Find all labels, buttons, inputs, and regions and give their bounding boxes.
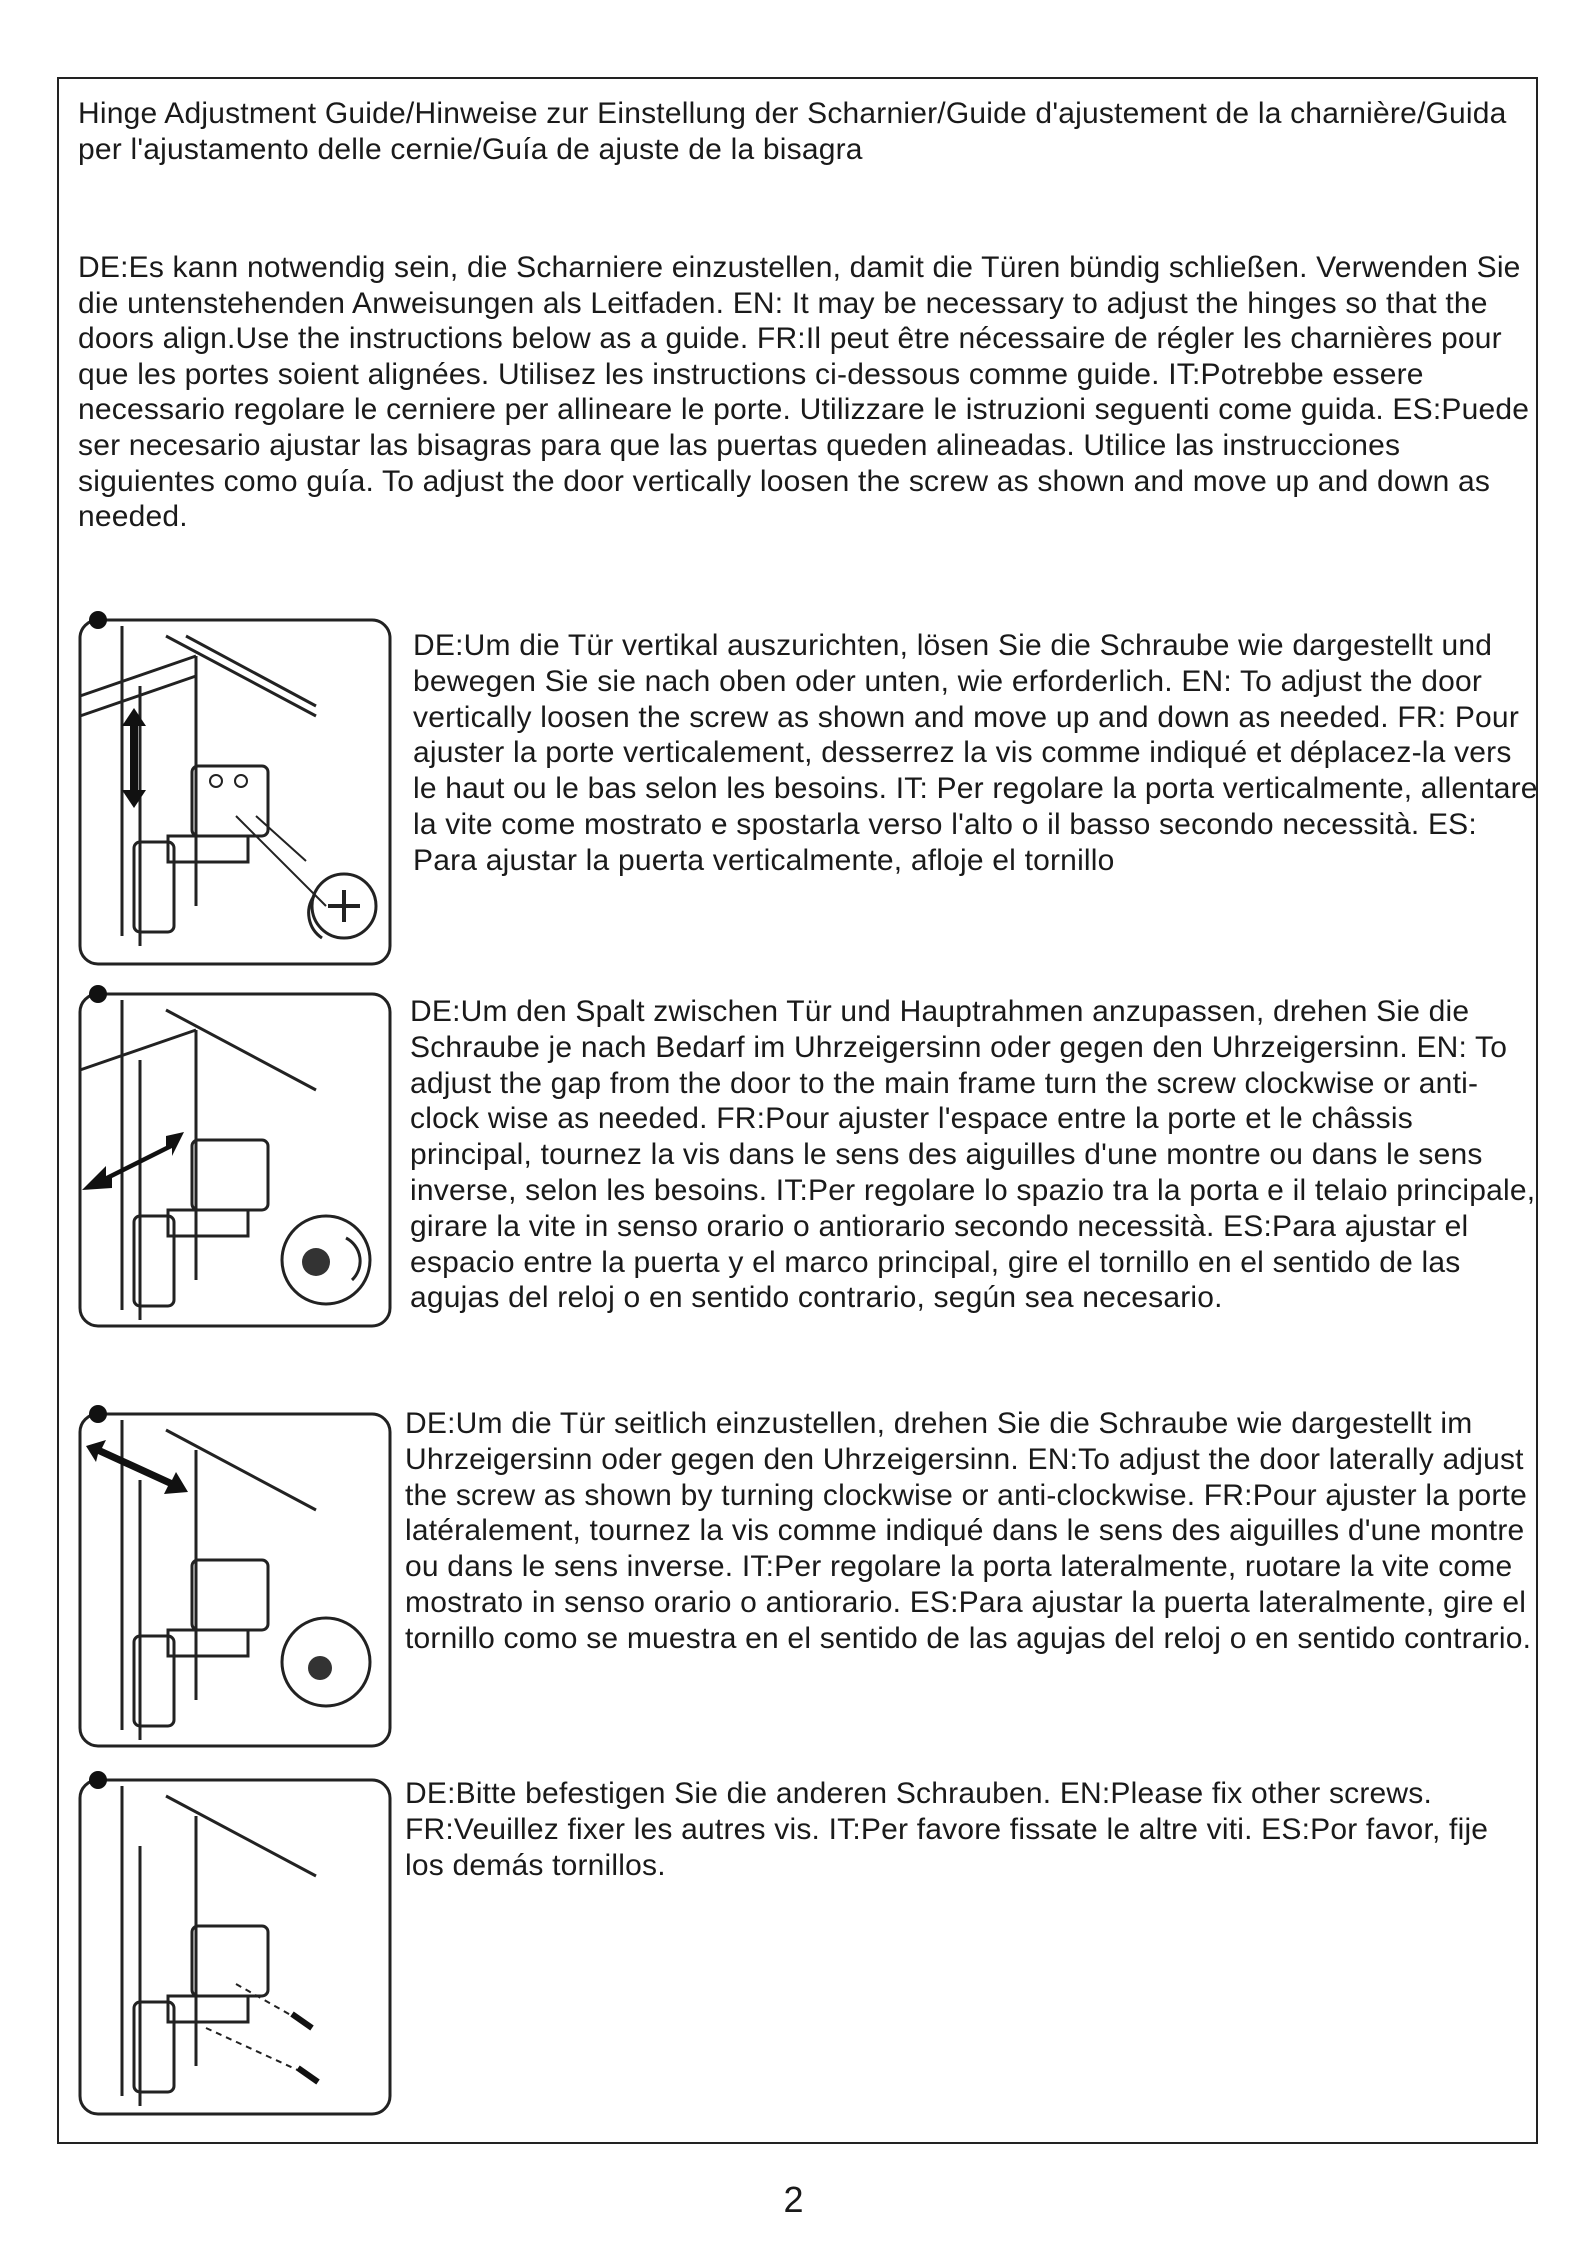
page-number: 2	[783, 2179, 804, 2220]
step-4-text: DE:Bitte befestigen Sie die anderen Schrauben. EN:Please fix other screws. FR:Veuillez fixer les autres vis. IT:Per favore fissate le altre viti. ES:Por favor, fije los demás tornillos.	[405, 1777, 1489, 1882]
step-2-text: DE:Um den Spalt zwischen Tür und Hauptrahmen anzupassen, drehen Sie die Schraube je nach Bedarf im Uhrzeigersinn oder gegen den Uhrzeigersinn. EN: To adjust the gap from the door to the main frame turn the screw clockwise or anti-clock wise as needed. FR:Pour ajuster l'espace entre la porte et le châssis principal, tournez la vis dans le sens des aiguilles d'une montre ou dans le sens inverse, selon les besoins. IT:Per regolare lo spazio tra la porta e il telaio principale, girare la vite in senso orario o antiorario secondo necessità. ES:Para ajustar el espacio entre la puerta y el marco principal, gire el tornillo en el sentido de las agujas del reloj o en sentido contrario, según sea necesario.	[410, 995, 1536, 1315]
step-3-text: DE:Um die Tür seitlich einzustellen, drehen Sie die Schraube wie dargestellt im Uhrzeigersinn oder gegen den Uhrzeigersinn. EN:To adjust the door laterally adjust the screw as shown by turning clockwise or anti-clockwise. FR:Pour ajuster la porte latéralement, tournez la vis comme indiqué dans le sens des aiguilles d'une montre ou dans le sens inverse. IT:Per regolare la porta lateralmente, ruotare la vite come mostrato in senso orario o antiorario. ES:Para ajustar la puerta lateralmente, gire el tornillo como se muestra en el sentido de las agujas del reloj o en sentido contrario.	[405, 1407, 1532, 1655]
vertical-adjust-icon	[76, 606, 394, 968]
page-title: Hinge Adjustment Guide/Hinweise zur Einstellung der Scharnier/Guide d'ajustement de la charnière/Guida per l'ajustamento delle cernie/Guía de ajuste de la bisagra	[78, 97, 1507, 166]
depth-adjust-icon	[76, 980, 394, 1342]
fix-screws-icon	[76, 1766, 394, 2128]
intro-paragraph: DE:Es kann notwendig sein, die Scharniere einzustellen, damit die Türen bündig schließen. Verwenden Sie die untenstehenden Anweisungen als Leitfaden. EN: It may be necessary to adjust the hinges so that the doors align.Use the instructions below as a guide. FR:Il peut être nécessaire de régler les charnières pour que les portes soient alignées. Utilisez les instructions ci-dessous comme guide. IT:Potrebbe essere necessario regolare le cerniere per allineare le porte. Utilizzare le istruzioni seguenti come guida. ES:Puede ser necesario ajustar las bisagras para que las puertas queden alineadas. Utilice las instrucciones siguientes como guía. To adjust the door vertically loosen the screw as shown and move up and down as needed.	[78, 251, 1530, 534]
step-1-text: DE:Um die Tür vertikal auszurichten, lösen Sie die Schraube wie dargestellt und bewegen Sie sie nach oben oder unten, wie erforderlich. EN: To adjust the door vertically loosen the screw as shown and move up and down as needed. FR: Pour ajuster la porte verticalement, desserrez la vis comme indiqué et déplacez-la vers le haut ou le bas selon les besoins. IT: Per regolare la porta verticalmente, allentare la vite come mostrato e spostarla verso l'alto o il basso secondo necessità. ES: Para ajustar la puerta verticalmente, afloje el tornillo	[413, 629, 1538, 877]
lateral-adjust-icon	[76, 1400, 394, 1762]
